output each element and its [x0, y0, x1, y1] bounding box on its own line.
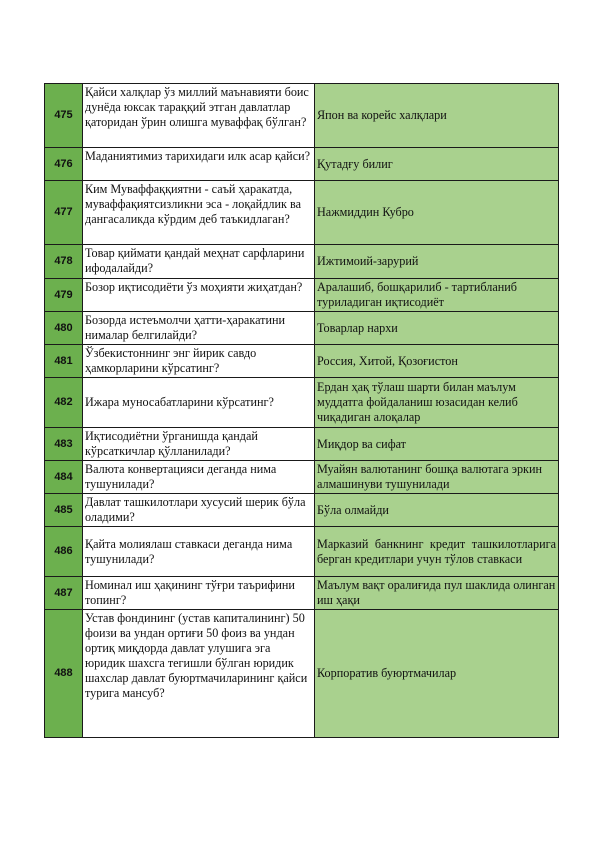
table-row — [45, 428, 559, 461]
question-cell: Бозорда истеъмолчи ҳатти-ҳаракатини нималар белгилайди? — [83, 312, 315, 345]
answer-cell: Ердан ҳақ тўлаш шарти билан маълум муддатга фойдаланиш юзасидан келиб чиқадиган алоқалар — [315, 378, 559, 428]
row-number: 475 — [45, 84, 83, 148]
row-number: 480 — [45, 312, 83, 345]
question-cell: Давлат ташкилотлари хусусий шерик бўла оладими? — [83, 494, 315, 527]
table-row — [45, 577, 559, 610]
answer-cell: Бўла олмайди — [315, 494, 559, 527]
answer-cell: Нажмиддин Кубро — [315, 181, 559, 245]
question-cell: Бозор иқтисодиёти ўз моҳияти жиҳатдан? — [83, 279, 315, 312]
answer-cell: Муайян валютанинг бошқа валютага эркин алмашинуви тушунилади — [315, 461, 559, 494]
row-number: 482 — [45, 378, 83, 428]
table-row — [45, 148, 559, 181]
answer-cell: Қутадғу билиг — [315, 148, 559, 181]
answer-cell: Товарлар нархи — [315, 312, 559, 345]
row-number: 486 — [45, 527, 83, 577]
row-number: 483 — [45, 428, 83, 461]
row-number: 476 — [45, 148, 83, 181]
question-cell: Номинал иш ҳақининг тўғри таърифини топинг? — [83, 577, 315, 610]
answer-cell: Россия, Хитой, Қозоғистон — [315, 345, 559, 378]
table-row — [45, 345, 559, 378]
answer-cell: Аралашиб, бошқарилиб - тартибланиб туриладиган иқтисодиёт — [315, 279, 559, 312]
table-row — [45, 181, 559, 245]
row-number: 478 — [45, 245, 83, 279]
table-row — [45, 461, 559, 494]
row-number: 487 — [45, 577, 83, 610]
question-cell: Устав фондининг (устав капиталининг) 50 фоизи ва ундан ортиғи 50 фоиз ва ундан ортиқ миқдорда давлат улушига эга юридик шахсга тегишли бўлган юридик шахслар давлат буюртмачиларининг қайси турига мансуб? — [83, 610, 315, 738]
answer-cell: Ижтимоий-зарурий — [315, 245, 559, 279]
question-cell: Товар қиймати қандай меҳнат сарфларини ифодалайди? — [83, 245, 315, 279]
answer-cell: Марказий банкнинг кредит ташкилотларига берган кредитлари учун тўлов ставкаси — [315, 527, 559, 577]
row-number: 481 — [45, 345, 83, 378]
row-number: 485 — [45, 494, 83, 527]
table-row — [45, 312, 559, 345]
question-cell: Ким Муваффаққиятни - саъй ҳаракатда, муваффақиятсизликни эса - лоқайдлик ва дангасаликда кўрдим деб таъкидлаган? — [83, 181, 315, 245]
table-row — [45, 527, 559, 577]
table-row — [45, 494, 559, 527]
question-cell: Ўзбекистоннинг энг йирик савдо ҳамкорларини кўрсатинг? — [83, 345, 315, 378]
row-number: 488 — [45, 610, 83, 738]
questions-table — [44, 83, 559, 738]
table-row — [45, 84, 559, 148]
row-number: 484 — [45, 461, 83, 494]
row-number: 477 — [45, 181, 83, 245]
answer-cell: Корпоратив буюртмачилар — [315, 610, 559, 738]
question-cell: Ижара муносабатларини кўрсатинг? — [83, 378, 315, 428]
table-row — [45, 245, 559, 279]
table-row — [45, 378, 559, 428]
answer-cell: Миқдор ва сифат — [315, 428, 559, 461]
question-cell: Валюта конвертацияси деганда нима тушунилади? — [83, 461, 315, 494]
answer-cell: Маълум вақт оралиғида пул шаклида олинган иш ҳақи — [315, 577, 559, 610]
table-row — [45, 279, 559, 312]
question-cell: Иқтисодиётни ўрганишда қандай кўрсаткичлар қўлланилади? — [83, 428, 315, 461]
question-cell: Қайси халқлар ўз миллий маънавияти боис дунёда юксак тараққий этган давлатлар қаторидан ўрин олишга муваффақ бўлган? — [83, 84, 315, 148]
question-cell: Маданиятимиз тарихидаги илк асар қайси? — [83, 148, 315, 181]
question-cell: Қайта молиялаш ставкаси деганда нима тушунилади? — [83, 527, 315, 577]
table-row — [45, 610, 559, 738]
row-number: 479 — [45, 279, 83, 312]
answer-cell: Япон ва корейс халқлари — [315, 84, 559, 148]
